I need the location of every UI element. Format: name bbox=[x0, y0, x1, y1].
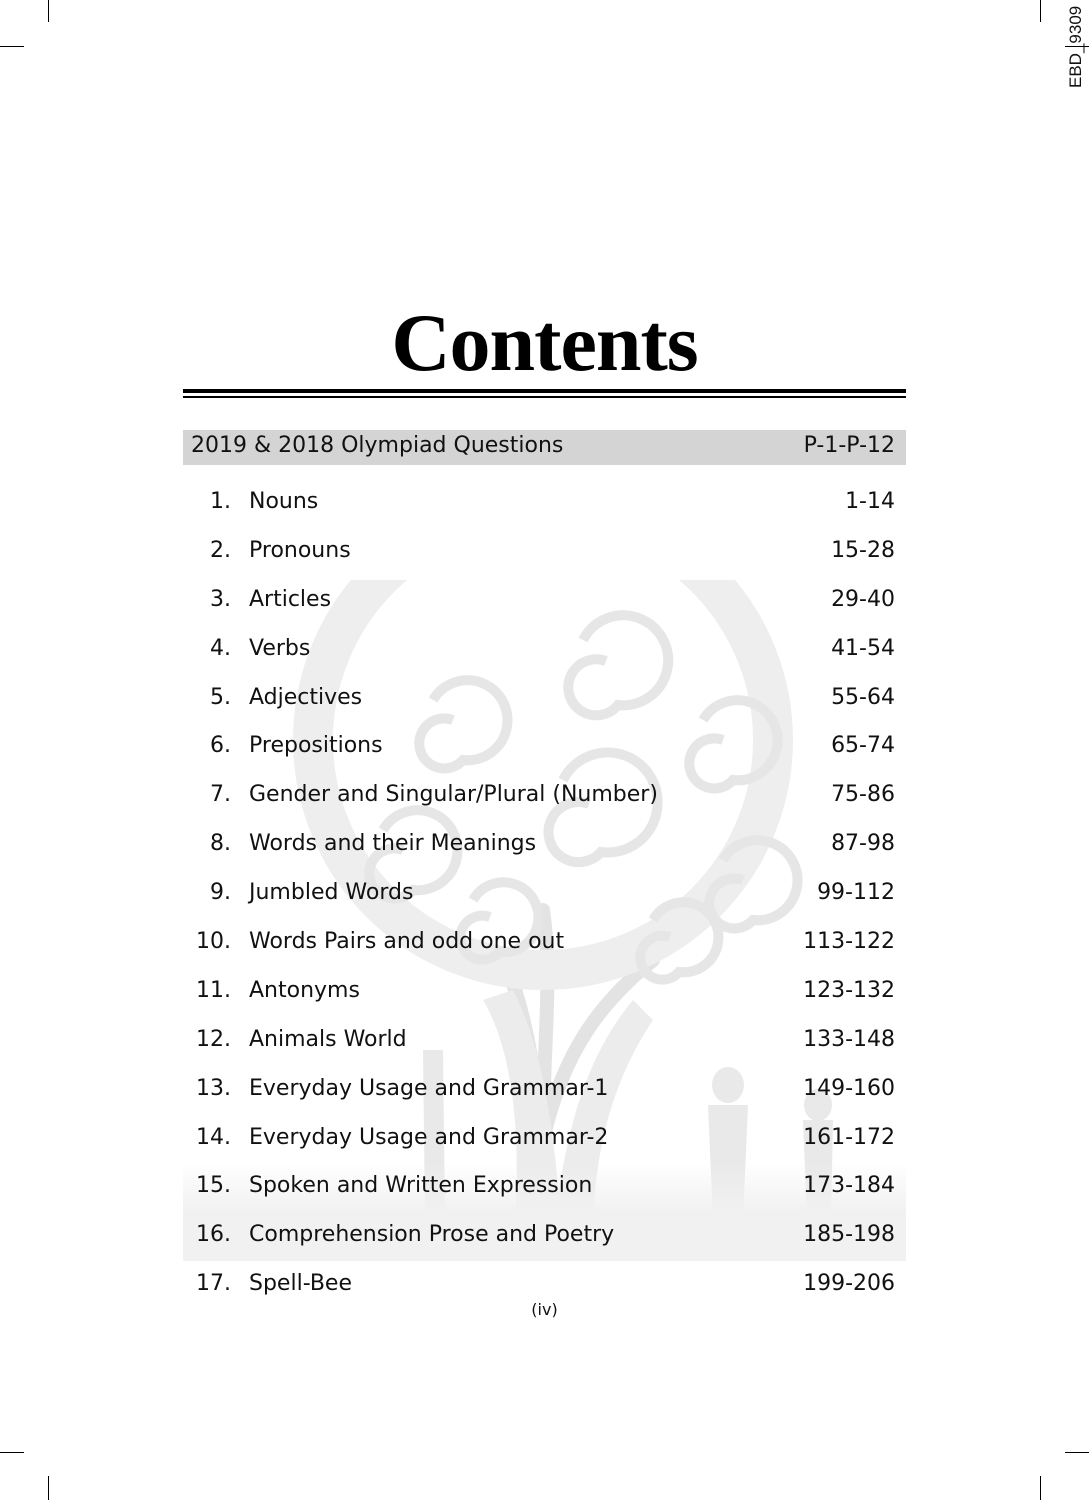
toc-entry-pages: 55-64 bbox=[831, 684, 895, 710]
crop-mark bbox=[48, 1476, 49, 1500]
crop-mark bbox=[1040, 0, 1041, 22]
toc-entry-number: 16. bbox=[196, 1222, 231, 1248]
title-rule bbox=[183, 389, 906, 393]
page-folio: (iv) bbox=[531, 1300, 558, 1319]
toc-entry[interactable] bbox=[183, 1163, 906, 1212]
toc-entry-number: 9. bbox=[210, 880, 231, 906]
toc-entry-pages: 87-98 bbox=[831, 831, 895, 857]
toc-entry-title: Words and their Meanings bbox=[249, 831, 537, 857]
toc-entry-title: Jumbled Words bbox=[249, 880, 414, 906]
toc-entry-pages: 161-172 bbox=[803, 1124, 895, 1150]
crop-mark bbox=[0, 46, 24, 47]
crop-mark bbox=[1040, 1476, 1041, 1500]
toc-entry-number: 1. bbox=[210, 489, 231, 514]
toc-entry-pages: 1-14 bbox=[845, 489, 895, 514]
toc-entry-pages: 41-54 bbox=[831, 635, 895, 661]
toc-entry[interactable] bbox=[183, 821, 906, 870]
crop-mark bbox=[1065, 1452, 1089, 1453]
toc-entry-title: Spell-Bee bbox=[249, 1271, 353, 1297]
toc-entry-pages: 199-206 bbox=[803, 1271, 895, 1297]
toc-entry[interactable] bbox=[183, 723, 906, 772]
toc-entry-number: 13. bbox=[196, 1075, 231, 1101]
toc-entry-number: 7. bbox=[210, 782, 231, 808]
toc-entry-title: 2019 & 2018 Olympiad Questions bbox=[191, 433, 564, 458]
toc-entry[interactable] bbox=[183, 1212, 906, 1261]
toc-entry-pages: 133-148 bbox=[803, 1026, 895, 1052]
toc-entry[interactable] bbox=[183, 1115, 906, 1164]
toc-entry[interactable] bbox=[183, 1066, 906, 1115]
toc-entry-pages: 173-184 bbox=[803, 1173, 895, 1199]
toc-entry-pages: 123-132 bbox=[803, 977, 895, 1003]
toc-entry[interactable] bbox=[183, 577, 906, 626]
contents-list bbox=[183, 430, 906, 1310]
title-rule-thin bbox=[183, 396, 906, 398]
toc-entry[interactable] bbox=[183, 1017, 906, 1066]
page-title: Contents bbox=[391, 297, 698, 388]
toc-entry-title: Everyday Usage and Grammar-1 bbox=[249, 1075, 609, 1101]
toc-entry[interactable] bbox=[183, 626, 906, 675]
toc-entry-pages: 99-112 bbox=[817, 880, 895, 906]
toc-entry-number: 11. bbox=[196, 977, 231, 1003]
toc-entry-title: Everyday Usage and Grammar-2 bbox=[249, 1124, 609, 1150]
toc-entry-number: 4. bbox=[210, 635, 231, 661]
toc-entry-title: Prepositions bbox=[249, 733, 383, 759]
toc-entry-number: 17. bbox=[196, 1271, 231, 1297]
toc-entry[interactable] bbox=[183, 528, 906, 577]
toc-entry[interactable] bbox=[183, 479, 906, 528]
toc-entry-title: Pronouns bbox=[249, 537, 351, 563]
toc-entry-title: Nouns bbox=[249, 489, 319, 514]
toc-entry-title: Words Pairs and odd one out bbox=[249, 929, 565, 955]
side-code-text: EBD_9309 bbox=[1066, 5, 1085, 88]
toc-entry-number: 12. bbox=[196, 1026, 231, 1052]
toc-entry-pages: 29-40 bbox=[831, 586, 895, 612]
toc-entry-pages: 65-74 bbox=[831, 733, 895, 759]
toc-entry-number: 5. bbox=[210, 684, 231, 710]
toc-entry-number: 15. bbox=[196, 1173, 231, 1199]
toc-entry-pages: 75-86 bbox=[831, 782, 895, 808]
toc-entry-number: 6. bbox=[210, 733, 231, 759]
toc-header-row[interactable] bbox=[183, 430, 906, 465]
toc-entry-pages: 113-122 bbox=[803, 929, 895, 955]
toc-entry-pages: P-1-P-12 bbox=[803, 433, 895, 458]
crop-mark bbox=[0, 1452, 24, 1453]
toc-entry-title: Verbs bbox=[249, 635, 311, 661]
toc-entry-pages: 15-28 bbox=[831, 537, 895, 563]
toc-entry-number: 2. bbox=[210, 537, 231, 563]
toc-entry-title: Adjectives bbox=[249, 684, 363, 710]
toc-entry[interactable] bbox=[183, 968, 906, 1017]
toc-entry-title: Articles bbox=[249, 586, 332, 612]
toc-entry-title: Antonyms bbox=[249, 977, 360, 1003]
toc-entry-pages: 185-198 bbox=[803, 1222, 895, 1248]
toc-entry-title: Gender and Singular/Plural (Number) bbox=[249, 782, 658, 808]
toc-entry-title: Animals World bbox=[249, 1026, 407, 1052]
toc-entry-number: 8. bbox=[210, 831, 231, 857]
toc-entry[interactable] bbox=[183, 772, 906, 821]
toc-entry-number: 14. bbox=[196, 1124, 231, 1150]
toc-entry-number: 3. bbox=[210, 586, 231, 612]
toc-entry[interactable] bbox=[183, 919, 906, 968]
crop-mark bbox=[48, 0, 49, 22]
toc-entry[interactable] bbox=[183, 675, 906, 724]
toc-entry-pages: 149-160 bbox=[803, 1075, 895, 1101]
toc-entry[interactable] bbox=[183, 870, 906, 919]
toc-entry-number: 10. bbox=[196, 929, 231, 955]
toc-entry-title: Spoken and Written Expression bbox=[249, 1173, 593, 1199]
side-code bbox=[1064, 0, 1088, 96]
toc-entry-title: Comprehension Prose and Poetry bbox=[249, 1222, 615, 1248]
